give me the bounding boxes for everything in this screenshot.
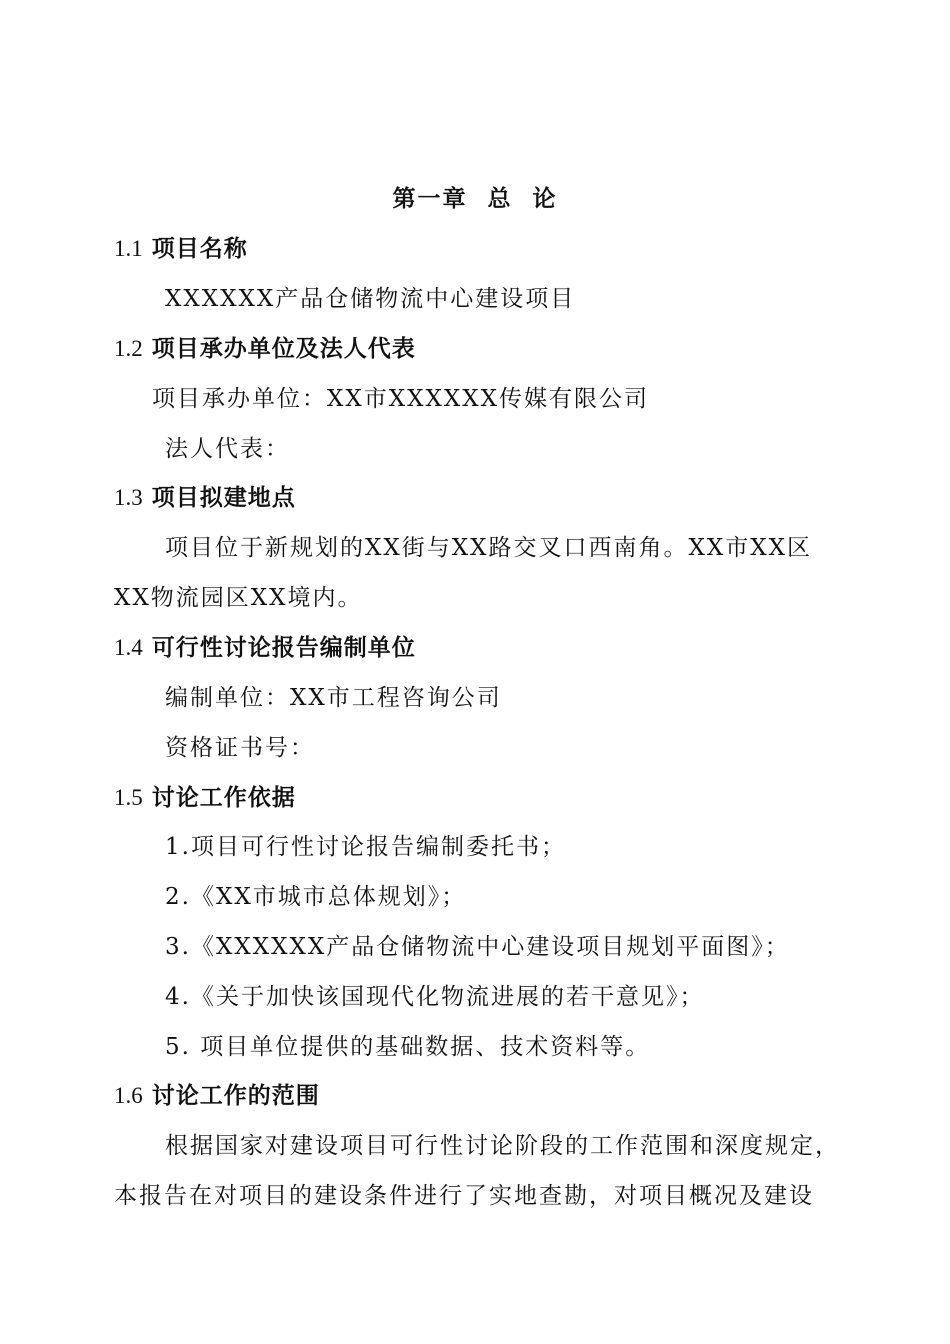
- paragraph-line: XX物流园区XX境内。: [114, 585, 363, 611]
- section-number: 1.6: [114, 1083, 143, 1108]
- section-heading-1-4: [114, 633, 416, 663]
- section-heading-1-5: [114, 783, 296, 813]
- section-title: 可行性讨论报告编制单位: [151, 635, 416, 661]
- section-title: 项目承办单位及法人代表: [151, 336, 416, 362]
- section-number: 1.4: [114, 635, 143, 660]
- paragraph-line: 法人代表：: [165, 436, 290, 462]
- list-item: 5. 项目单位提供的基础数据、技术资料等。: [165, 1034, 651, 1060]
- section-number: 1.1: [114, 236, 143, 261]
- paragraph-line: 根据国家对建设项目可行性讨论阶段的工作范围和深度规定，: [165, 1133, 840, 1159]
- paragraph-line: 项目位于新规划的XX街与XX路交叉口西南角。XX市XX区: [165, 535, 812, 561]
- paragraph-line: 编制单位：XX市工程咨询公司: [165, 685, 502, 711]
- list-item: 2.《XX市城市总体规划》；: [165, 884, 467, 910]
- paragraph-line: 资格证书号：: [165, 735, 315, 761]
- section-title: 项目拟建地点: [151, 485, 296, 511]
- section-heading-1-1: [114, 234, 248, 264]
- paragraph-line: XXXXXX产品仓储物流中心建设项目: [165, 286, 576, 312]
- chapter-title: 第一章 总 论: [392, 186, 558, 212]
- section-number: 1.2: [114, 336, 143, 361]
- section-heading-1-6: [114, 1081, 320, 1111]
- list-item: 1.项目可行性讨论报告编制委托书；: [165, 834, 566, 860]
- section-heading-1-2: [114, 334, 416, 364]
- section-number: 1.5: [114, 785, 143, 810]
- list-item: 4.《关于加快该国现代化物流进展的若干意见》；: [165, 984, 705, 1010]
- section-title: 讨论工作依据: [151, 785, 296, 811]
- section-number: 1.3: [114, 485, 143, 510]
- list-item: 3.《XXXXXX产品仓储物流中心建设项目规划平面图》；: [165, 934, 790, 960]
- paragraph-line: 本报告在对项目的建设条件进行了实地查勘，对项目概况及建设: [114, 1183, 814, 1209]
- paragraph-line: 项目承办单位：XX市XXXXXX传媒有限公司: [152, 386, 649, 412]
- section-title: 项目名称: [151, 236, 248, 262]
- section-heading-1-3: [114, 483, 296, 513]
- section-title: 讨论工作的范围: [151, 1083, 320, 1109]
